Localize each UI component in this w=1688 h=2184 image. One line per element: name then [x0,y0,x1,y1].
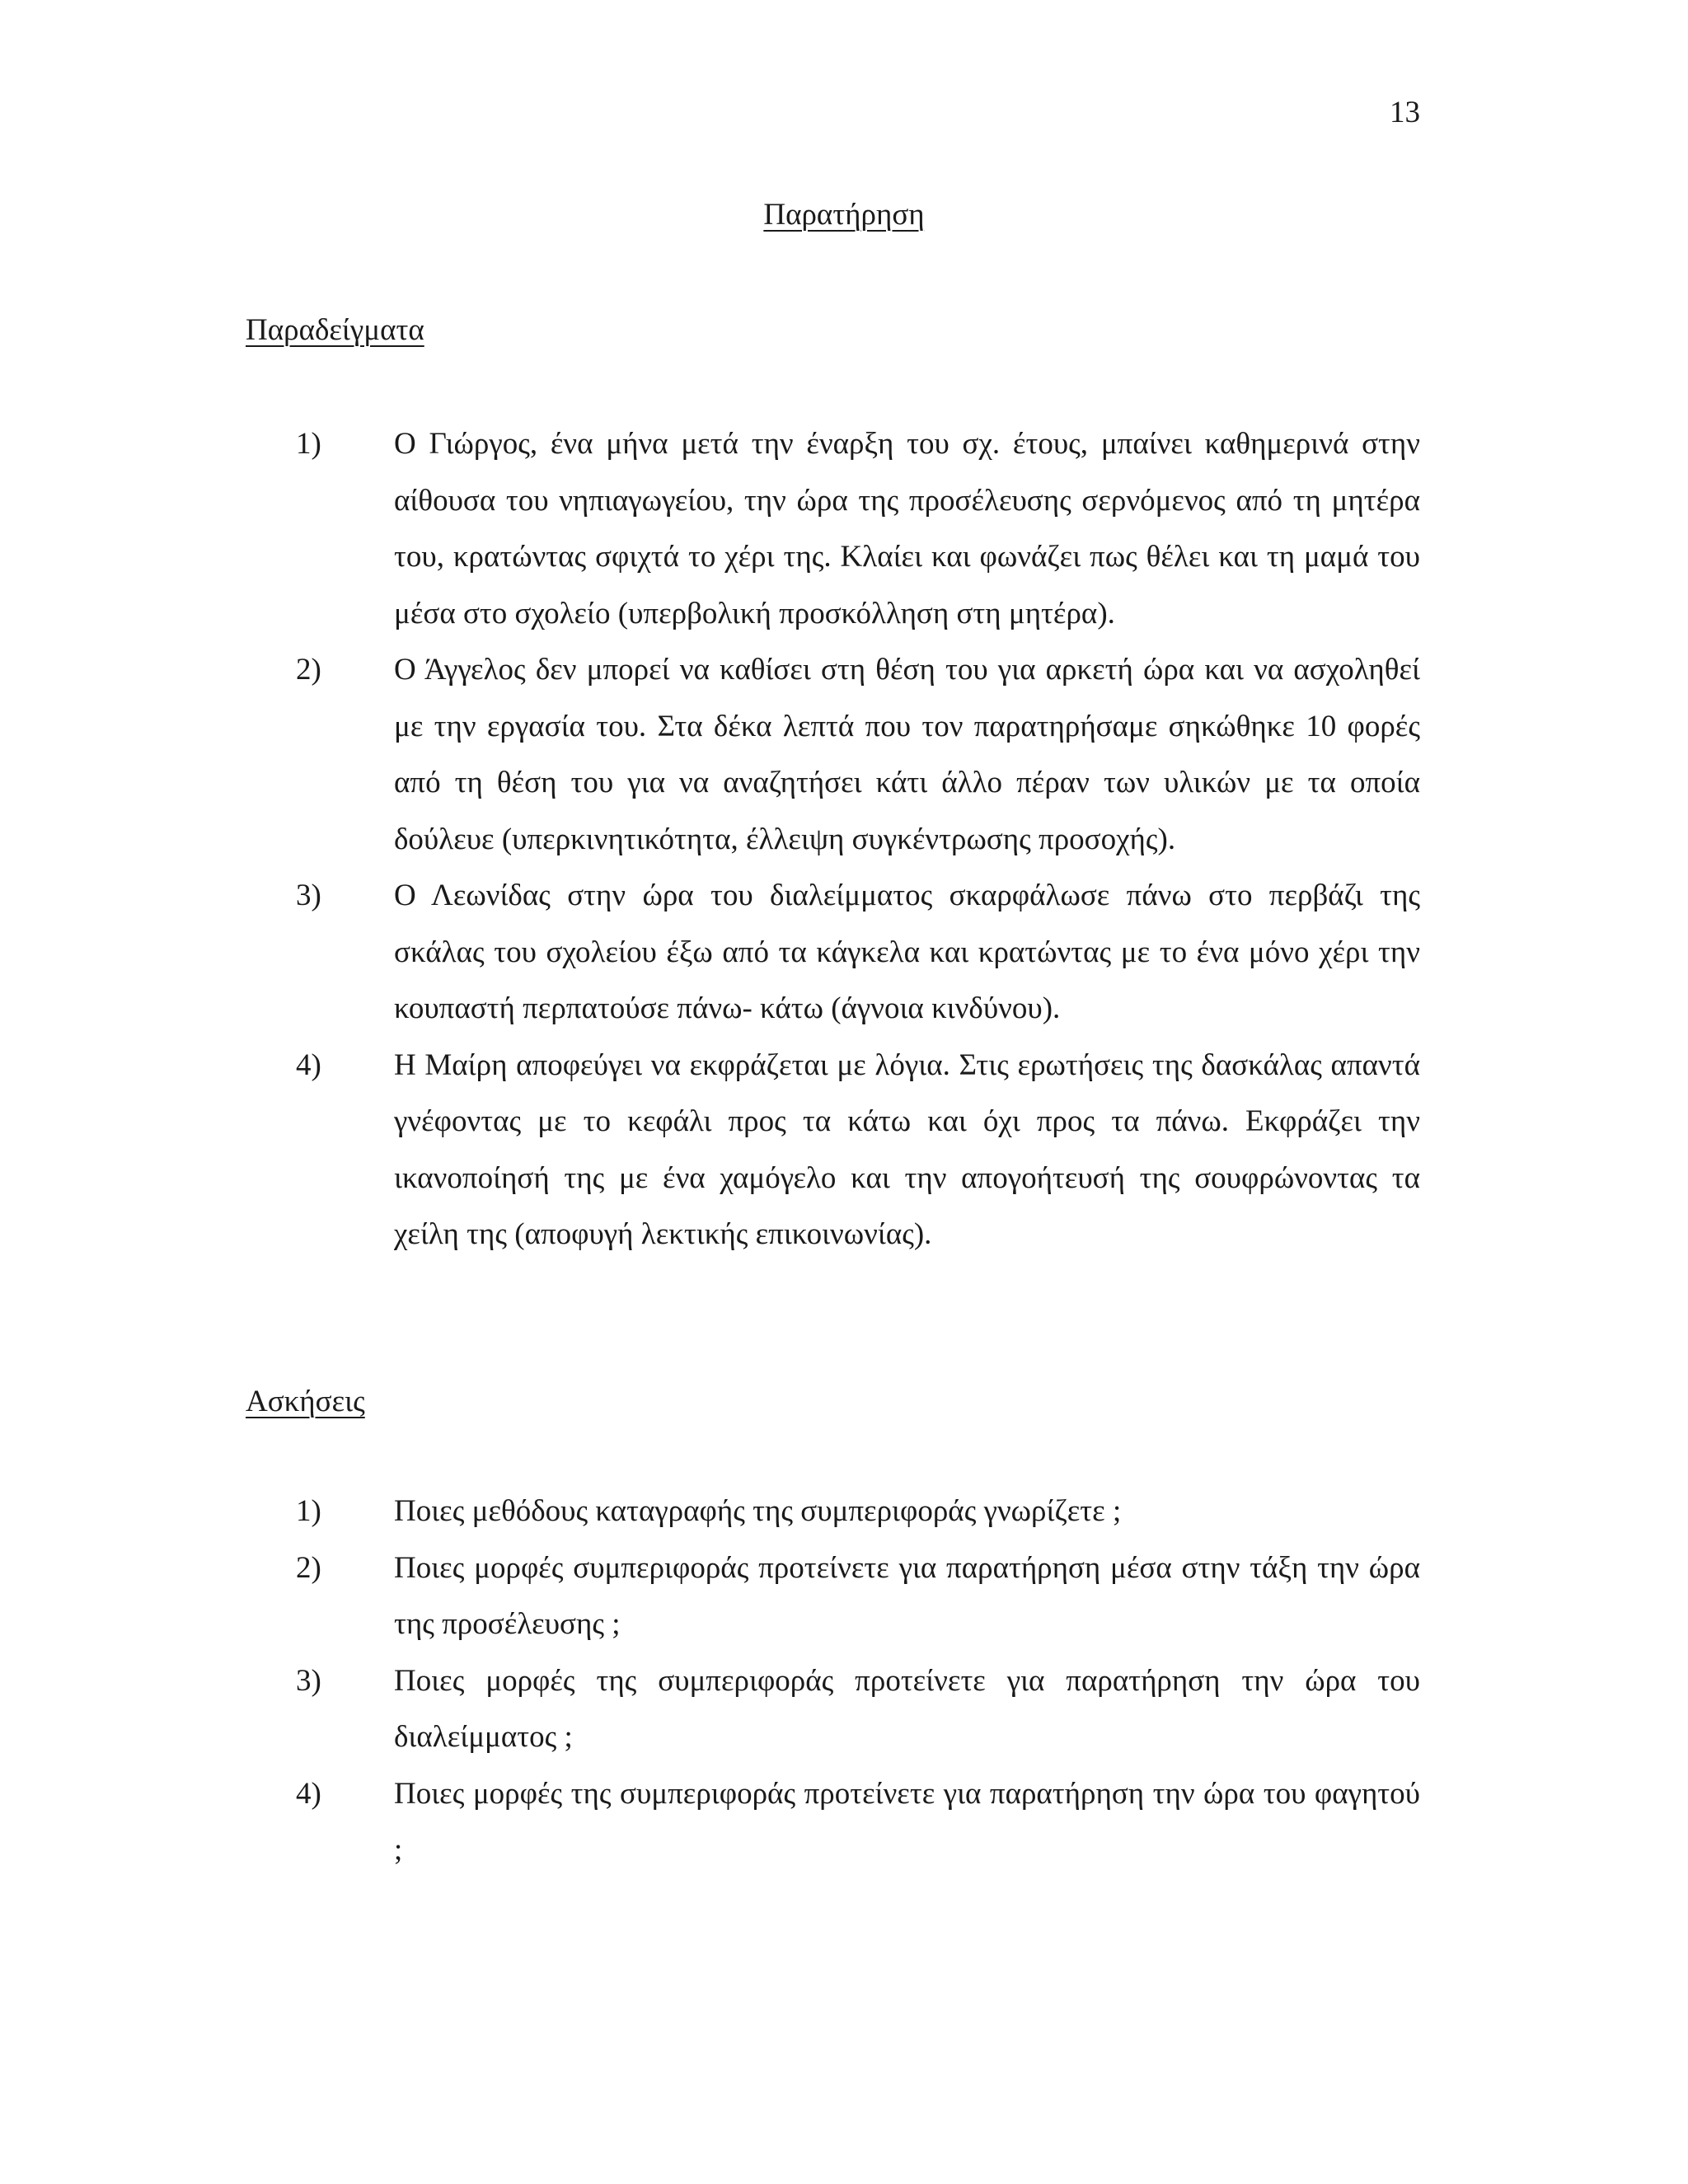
page-number: 13 [1390,96,1420,129]
item-text: Ο Λεωνίδας στην ώρα του διαλείμματος σκαρφάλωσε πάνω στο περβάζι της σκάλας του σχολείου έξω από τα κάγκελα και κρατώντας με το ένα μόνο χέρι την κουπαστή περπατούσε πάνω- κάτω (άγνοια κινδύνου). [394,879,1420,1025]
exercises-list [246,1483,1420,1879]
list-item [246,868,1420,1038]
item-text: Η Μαίρη αποφεύγει να εκφράζεται με λόγια. Στις ερωτήσεις της δασκάλας απαντά γνέφοντας με το κεφάλι προς τα κάτω και όχι προς τα πάνω. Εκφράζει την ικανοποίησή της με ένα χαμόγελο και την απογοήτευσή της σουφρώνοντας τα χείλη της (αποφυγή λεκτικής επικοινωνίας). [394,1047,1420,1251]
page-title [0,199,1688,230]
item-number: 1) [296,427,321,461]
list-item [246,1766,1420,1879]
list-item [246,1540,1420,1653]
item-number: 3) [296,1663,321,1698]
item-text: Ποιες μορφές συμπεριφοράς προτείνετε για παρατήρηση μέσα στην τάξη την ώρα της προσέλευσης ; [394,1550,1420,1641]
item-text: Ποιες μορφές της συμπεριφοράς προτείνετε για παρατήρηση την ώρα του φαγητού ; [394,1776,1420,1867]
item-text: Ποιες μεθόδους καταγραφής της συμπεριφοράς γνωρίζετε ; [394,1494,1122,1528]
list-item [246,1653,1420,1766]
exercises-heading: Ασκήσεις [246,1385,365,1418]
page-title-text: Παρατήρηση [763,198,925,232]
item-number: 1) [296,1494,321,1528]
examples-list [246,416,1420,1263]
item-number: 4) [296,1776,321,1811]
list-item [246,642,1420,868]
item-text: Ο Γιώργος, ένα μήνα μετά την έναρξη του σχ. έτους, μπαίνει καθημερινά στην αίθουσα του νηπιαγωγείου, την ώρα της προσέλευσης σερνόμενος από τη μητέρα του, κρατώντας σφιχτά το χέρι της. Κλαίει και φωνάζει πως θέλει και τη μαμά του μέσα στο σχολείο (υπερβολική προσκόλληση στη μητέρα). [394,427,1420,630]
item-number: 3) [296,879,321,912]
item-text: Ο Άγγελος δεν μπορεί να καθίσει στη θέση του για αρκετή ώρα και να ασχοληθεί με την εργασία του. Στα δέκα λεπτά που τον παρατηρήσαμε σηκώθηκε 10 φορές από τη θέση του για να αναζητήσει κάτι άλλο πέραν των υλικών με τα οποία δούλευε (υπερκινητικότητα, έλλειψη συγκέντρωσης προσοχής). [394,653,1420,856]
list-item [246,1038,1420,1263]
list-item [246,1483,1420,1540]
item-number: 2) [296,1550,321,1585]
examples-heading: Παραδείγματα [246,313,424,347]
item-number: 2) [296,653,321,687]
item-text: Ποιες μορφές της συμπεριφοράς προτείνετε για παρατήρηση την ώρα του διαλείμματος ; [394,1663,1420,1754]
list-item [246,416,1420,642]
item-number: 4) [296,1047,321,1082]
